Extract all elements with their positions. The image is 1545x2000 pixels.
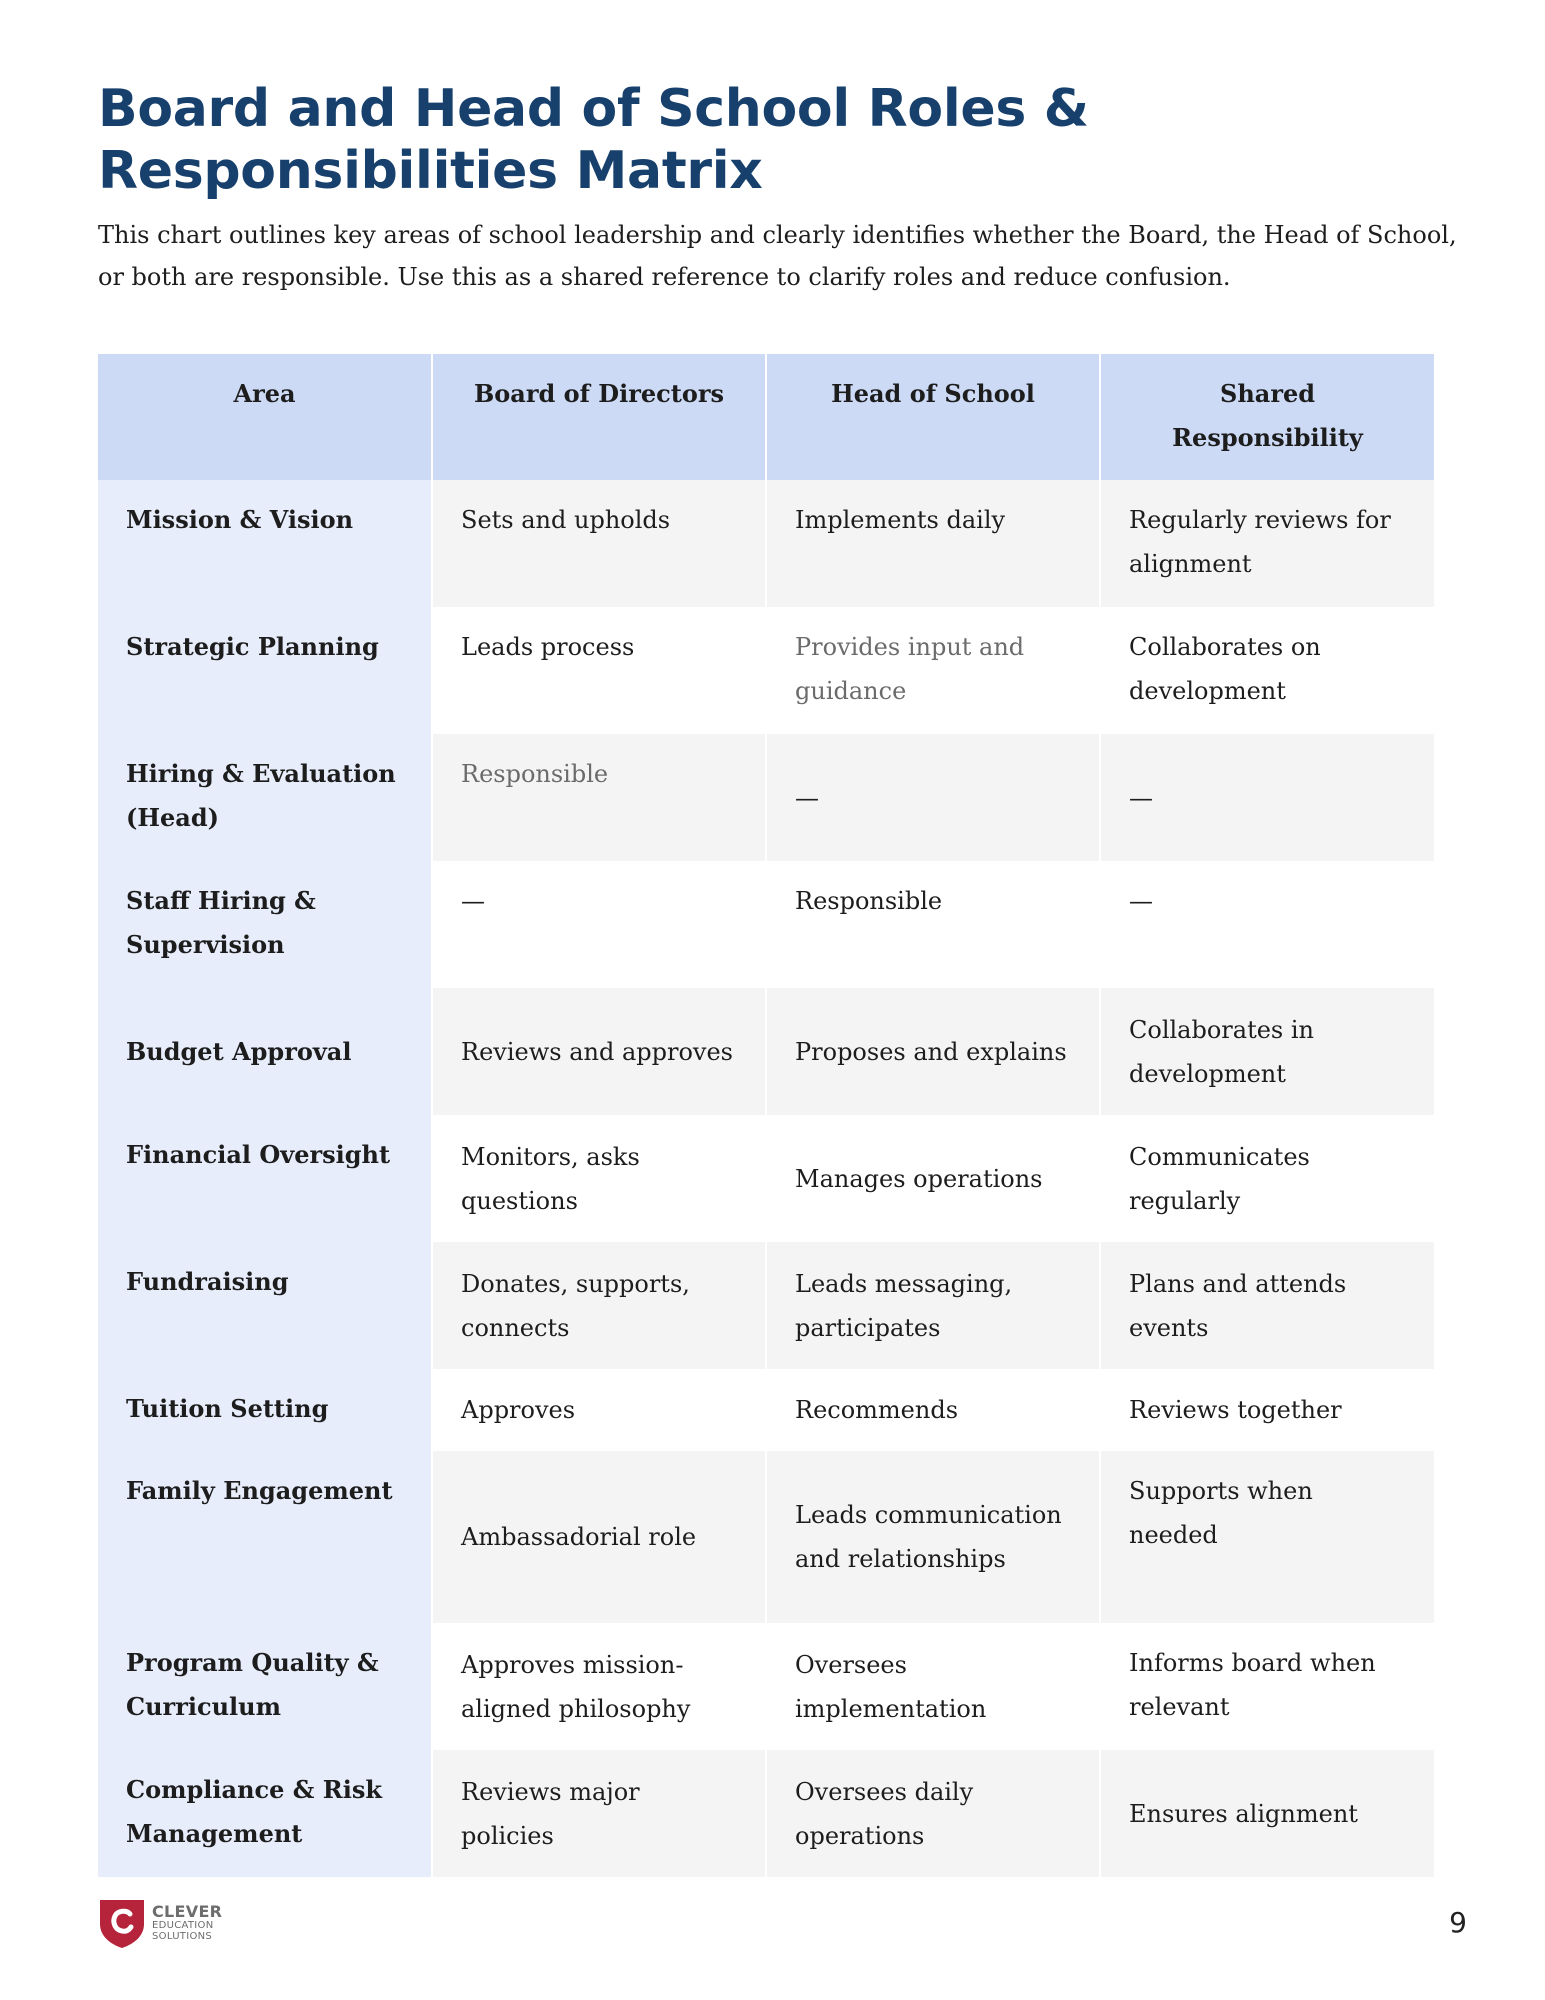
head-cell: Implements daily — [766, 480, 1100, 607]
area-cell: Hiring & Evaluation (Head) — [98, 734, 432, 861]
shared-cell: Reviews together — [1100, 1369, 1434, 1451]
shared-cell: — — [1100, 734, 1434, 861]
area-cell: Family Engagement — [98, 1451, 432, 1623]
table-row — [98, 607, 1434, 734]
table-row — [98, 1451, 1434, 1623]
header-area: Area — [98, 354, 432, 480]
table-row — [98, 480, 1434, 607]
shared-cell: Communicates regularly — [1100, 1115, 1434, 1242]
responsibilities-matrix — [98, 354, 1434, 1877]
board-cell: — — [432, 861, 766, 988]
shield-logo-icon — [96, 1896, 148, 1950]
table-row — [98, 1115, 1434, 1242]
head-cell: Proposes and explains — [766, 988, 1100, 1115]
logo-wordmark — [152, 1904, 222, 1942]
table-row — [98, 1369, 1434, 1451]
board-cell: Ambassadorial role — [432, 1451, 766, 1623]
logo-line-1: CLEVER — [152, 1902, 223, 1921]
board-cell: Responsible — [432, 734, 766, 861]
table-row — [98, 988, 1434, 1115]
board-cell: Approves mission-aligned philosophy — [432, 1623, 766, 1750]
header-head: Head of School — [766, 354, 1100, 480]
table-row — [98, 1242, 1434, 1369]
header-shared: Shared Responsibility — [1100, 354, 1434, 480]
head-cell: Recommends — [766, 1369, 1100, 1451]
shared-cell: Regularly reviews for alignment — [1100, 480, 1434, 607]
area-cell: Fundraising — [98, 1242, 432, 1369]
head-cell: — — [766, 734, 1100, 861]
header-board: Board of Directors — [432, 354, 766, 480]
header-row — [98, 354, 1434, 480]
table-row — [98, 734, 1434, 861]
board-cell: Leads process — [432, 607, 766, 734]
board-cell: Sets and upholds — [432, 480, 766, 607]
area-cell: Tuition Setting — [98, 1369, 432, 1451]
area-cell: Strategic Planning — [98, 607, 432, 734]
page-number: 9 — [1449, 1906, 1467, 1939]
head-cell: Responsible — [766, 861, 1100, 988]
shared-cell: Supports when needed — [1100, 1451, 1434, 1623]
board-cell: Approves — [432, 1369, 766, 1451]
page-title: Board and Head of School Roles & Responsibilities Matrix — [98, 79, 1089, 201]
board-cell: Reviews and approves — [432, 988, 766, 1115]
table-row — [98, 861, 1434, 988]
clever-logo — [96, 1896, 236, 1950]
area-cell: Mission & Vision — [98, 480, 432, 607]
logo-line-3: SOLUTIONS — [152, 1931, 213, 1942]
shared-cell: Collaborates in development — [1100, 988, 1434, 1115]
head-cell: Oversees daily operations — [766, 1750, 1100, 1877]
logo-line-2: EDUCATION — [152, 1920, 214, 1931]
shared-cell: Plans and attends events — [1100, 1242, 1434, 1369]
shared-cell: Collaborates on development — [1100, 607, 1434, 734]
board-cell: Donates, supports, connects — [432, 1242, 766, 1369]
head-cell: Oversees implementation — [766, 1623, 1100, 1750]
board-cell: Reviews major policies — [432, 1750, 766, 1877]
shared-cell: Ensures alignment — [1100, 1750, 1434, 1877]
head-cell: Leads communication and relationships — [766, 1451, 1100, 1623]
area-cell: Program Quality & Curriculum — [98, 1623, 432, 1750]
area-cell: Staff Hiring & Supervision — [98, 861, 432, 988]
area-cell: Compliance & Risk Management — [98, 1750, 432, 1877]
head-cell: Provides input and guidance — [766, 607, 1100, 734]
table-row — [98, 1623, 1434, 1750]
head-cell: Leads messaging, participates — [766, 1242, 1100, 1369]
page-intro: This chart outlines key areas of school leadership and clearly identifies whether the Board, the Head of School, or both are responsible. Use this as a shared reference to clarify roles and reduce confusion. — [98, 221, 1457, 291]
area-cell: Budget Approval — [98, 988, 432, 1115]
shared-cell: Informs board when relevant — [1100, 1623, 1434, 1750]
board-cell: Monitors, asks questions — [432, 1115, 766, 1242]
head-cell: Manages operations — [766, 1115, 1100, 1242]
area-cell: Financial Oversight — [98, 1115, 432, 1242]
shared-cell: — — [1100, 861, 1434, 988]
table-row — [98, 1750, 1434, 1877]
